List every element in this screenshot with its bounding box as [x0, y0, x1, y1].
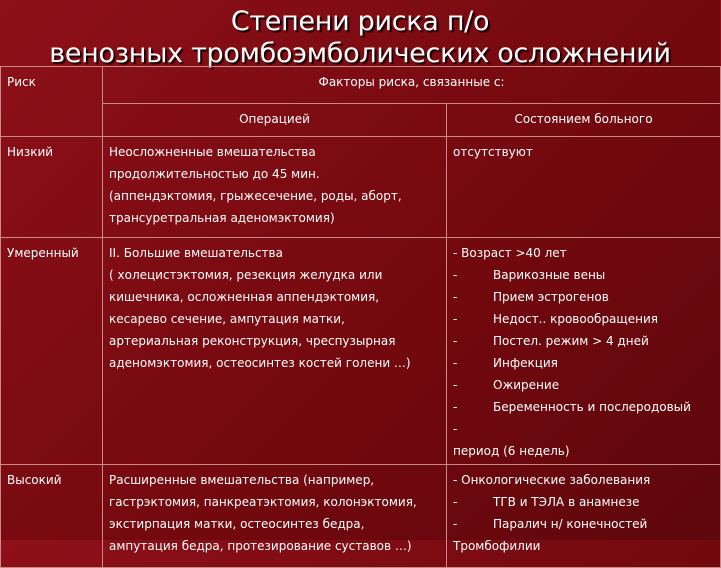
operation-line: ( холецистэктомия, резекция желудка или [109, 268, 383, 282]
bullet-dash: - [453, 400, 458, 414]
patient-list-item [453, 330, 714, 352]
patient-line: - Возраст >40 лет [453, 246, 567, 260]
operation-line: продолжительностью до 45 мин. [109, 167, 320, 181]
patient-item-label: Ожирение [493, 378, 560, 392]
operation-line: кесарево сечение, ампутация матки, [109, 312, 345, 326]
operation-line: Расширенные вмешательства (например, [109, 473, 375, 487]
patient-item-label: Инфекция [493, 356, 558, 370]
bullet-dash: - [453, 356, 458, 370]
bullet-dash: - [453, 334, 458, 348]
patient-list-item [453, 396, 714, 418]
patient-line: Тромбофилии [453, 539, 541, 553]
patient-list-item [453, 513, 714, 535]
patient-item-label: Беременность и послеродовый [493, 400, 691, 414]
table-row-moderate [1, 238, 721, 465]
patient-list-item [453, 418, 714, 440]
patient-list-item [453, 352, 714, 374]
operation-cell-high [103, 465, 447, 568]
operation-line: II. Большие вмешательства [109, 246, 283, 260]
bullet-dash: - [453, 268, 458, 282]
patient-cell-moderate [447, 238, 721, 465]
patient-line: период (6 недель) [453, 444, 570, 458]
patient-line: - Онкологические заболевания [453, 473, 651, 487]
operation-cell-moderate [103, 238, 447, 465]
risk-level-low: Низкий [1, 137, 103, 238]
patient-list-item [453, 308, 714, 330]
bullet-dash: - [453, 422, 458, 436]
slide-title [0, 6, 720, 70]
header-patient: Состоянием больного [447, 104, 721, 137]
patient-item-label: Постел. режим > 4 дней [493, 334, 649, 348]
operation-line: артериальная реконструкция, чреспузырная [109, 334, 396, 348]
header-risk: Риск [1, 67, 103, 137]
patient-item-label: Варикозные вены [493, 268, 606, 282]
bullet-dash: - [453, 290, 458, 304]
patient-line: отсутствуют [453, 145, 533, 159]
risk-level-moderate: Умеренный [1, 238, 103, 465]
operation-line: аденомэктомия, остеосинтез костей голени …) [109, 356, 411, 370]
patient-cell-low [447, 137, 721, 238]
patient-cell-high [447, 465, 721, 568]
operation-line: гастрэктомия, панкреатэктомия, колонэктомия, [109, 495, 417, 509]
operation-cell-low [103, 137, 447, 238]
patient-item-label: Прием эстрогенов [493, 290, 609, 304]
operation-line: Неосложненные вмешательства [109, 145, 316, 159]
bullet-dash: - [453, 312, 458, 326]
patient-item-label: Недост.. кровообращения [493, 312, 658, 326]
table-row-high [1, 465, 721, 568]
bullet-dash: - [453, 517, 458, 531]
patient-item-label: ТГВ и ТЭЛА в анамнезе [493, 495, 640, 509]
title-line-1: Степени риска п/о [230, 6, 490, 37]
table-row-low [1, 137, 721, 238]
patient-list-item [453, 374, 714, 396]
header-operation: Операцией [103, 104, 447, 137]
operation-line: трансуретральная аденомэктомия) [109, 211, 335, 225]
patient-list-item [453, 286, 714, 308]
bullet-dash: - [453, 495, 458, 509]
operation-line: (аппендэктомия, грыжесечение, роды, аборт, [109, 189, 402, 203]
patient-list-item [453, 264, 714, 286]
header-factors: Факторы риска, связанные с: [103, 67, 721, 104]
operation-line: кишечника, осложненная аппендэктомия, [109, 290, 380, 304]
operation-line: ампутация бедра, протезирование суставов …) [109, 539, 412, 553]
patient-list-item [453, 491, 714, 513]
risk-level-high: Высокий [1, 465, 103, 568]
risk-table [0, 66, 721, 568]
bullet-dash: - [453, 378, 458, 392]
patient-item-label: Паралич н/ конечностей [493, 517, 648, 531]
title-line-2: венозных тромбоэмболических осложнений [49, 38, 671, 69]
operation-line: экстирпация матки, остеосинтез бедра, [109, 517, 365, 531]
